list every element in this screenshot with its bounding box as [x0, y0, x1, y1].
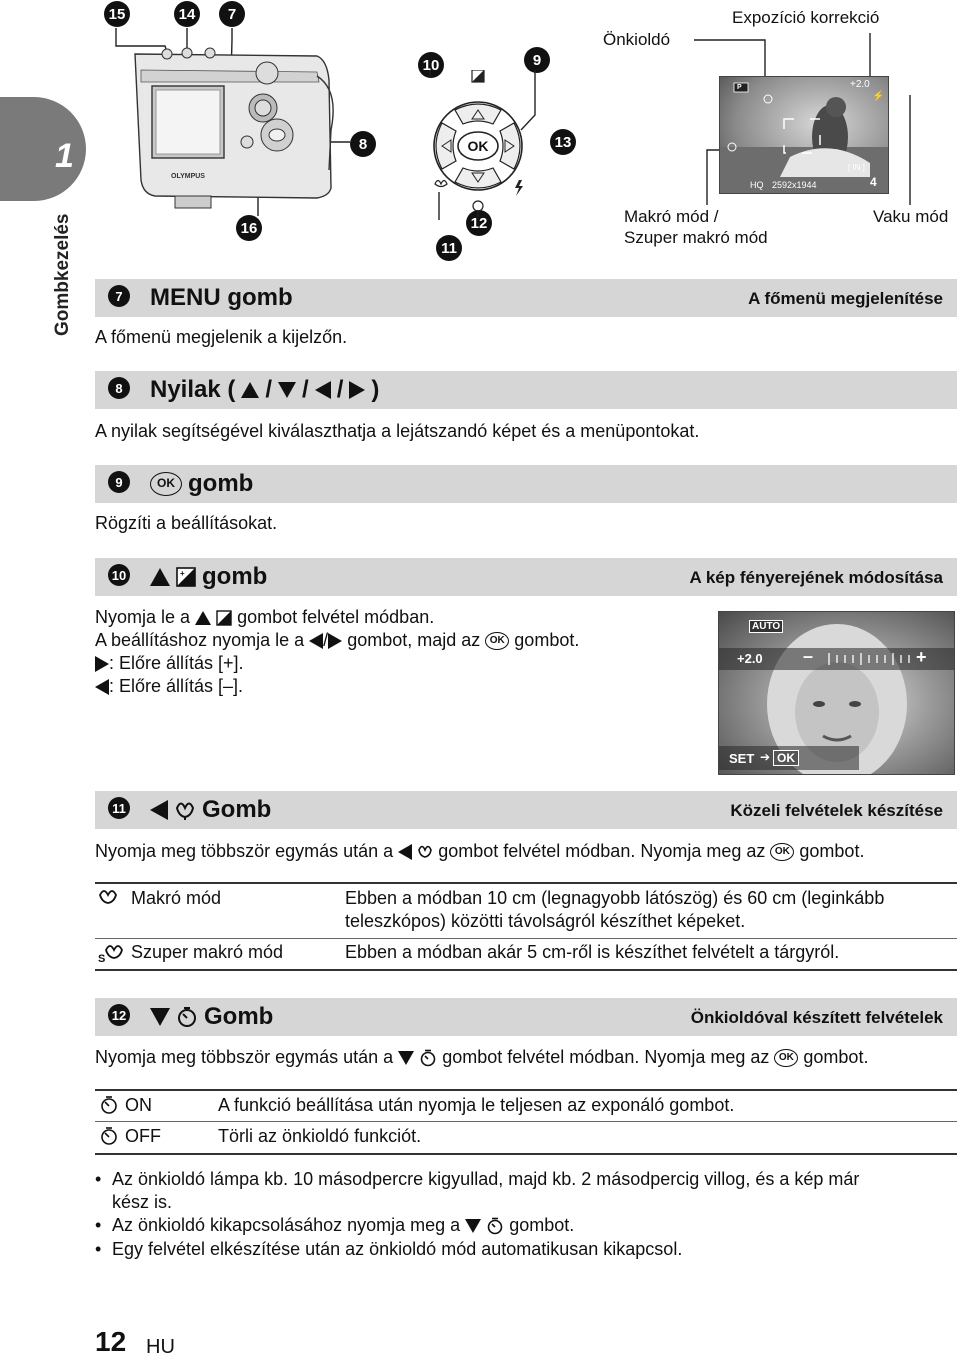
timer-on-icon	[99, 1095, 119, 1115]
section-macro-header	[95, 791, 957, 829]
macro-table-top-rule	[95, 882, 957, 884]
ok-center-label: OK	[467, 138, 489, 154]
arrow-up-icon	[195, 611, 211, 625]
macro-mode-icon	[98, 888, 120, 908]
arrow-down-icon	[398, 1051, 414, 1065]
macro-mode-text-1: Ebben a módban 10 cm (legnagyobb látószög) és 60 cm (leginkább	[345, 888, 885, 908]
self-timer-icon	[419, 1049, 437, 1067]
page-language: HU	[146, 1336, 175, 1358]
timer-bullet-3: • Egy felvétel elkészítése után az önkioldó mód automatikusan kikapcsol.	[95, 1238, 682, 1261]
macro-table-bottom-rule	[95, 969, 957, 971]
macro-icon	[174, 800, 196, 820]
exposure-line-1: Nyomja le a gombot felvétel módban.	[95, 607, 435, 627]
arrow-right-icon	[349, 381, 365, 399]
section-macro-subtitle: Közeli felvételek készítése	[730, 801, 943, 820]
label-vaku: Vaku mód	[873, 207, 949, 226]
arrow-left-icon	[398, 844, 412, 860]
arrow-up-icon	[241, 382, 259, 398]
section-menu-subtitle: A főmenü megjelenítése	[748, 289, 943, 308]
timer-on-label: ON	[125, 1095, 152, 1115]
arrow-up-icon	[150, 568, 170, 586]
section-menu-body: A főmenü megjelenik a kijelzőn.	[95, 327, 348, 347]
arrow-pad-illustration	[425, 70, 555, 220]
super-macro-mode-icon	[98, 942, 124, 964]
section-exposure-subtitle: A kép fényerejének módosítása	[689, 568, 943, 587]
timer-table-bottom-rule	[95, 1153, 957, 1155]
section-arrows-header	[95, 371, 957, 409]
timer-on-text: A funkció beállítása után nyomja le teljesen az exponáló gombot.	[218, 1095, 735, 1115]
exposure-lcd-mode: AUTO	[749, 620, 783, 633]
lcd-mode: P	[737, 84, 742, 91]
section-ok-header	[95, 465, 957, 503]
arrow-left-icon	[150, 800, 168, 820]
timer-table-top-rule	[95, 1089, 957, 1091]
section-exposure-header	[95, 558, 957, 596]
timer-off-text: Törli az önkioldó funkciót.	[218, 1126, 422, 1146]
section-timer-subtitle: Önkioldóval készített felvételek	[690, 1008, 943, 1027]
section-timer-title: Gomb	[150, 1003, 273, 1031]
arrow-down-icon	[465, 1219, 481, 1233]
section-timer-header	[95, 998, 957, 1036]
lcd-quality: HQ	[750, 180, 764, 190]
arrow-left-icon	[309, 633, 323, 649]
callout-11: 11	[436, 235, 462, 261]
arrow-left-icon	[315, 381, 331, 399]
section-menu-header	[95, 279, 957, 317]
self-timer-icon	[176, 1006, 198, 1028]
callout-15: 15	[104, 1, 130, 27]
page-number: 12	[95, 1326, 127, 1357]
ok-icon: OK	[770, 843, 794, 861]
lcd-memory: [ IN ]	[848, 163, 865, 172]
callout-14: 14	[174, 1, 200, 27]
exposure-lcd-ev: +2.0	[737, 651, 763, 666]
exposure-lcd-minus: –	[803, 646, 814, 666]
arrow-right-icon	[328, 633, 342, 649]
lcd-preview	[719, 76, 889, 194]
arrow-down-icon	[150, 1008, 170, 1026]
callout-16: 16	[236, 215, 262, 241]
section-number-9: 9	[108, 471, 130, 493]
timer-off-icon	[99, 1126, 119, 1146]
timer-bullet-2: • Az önkioldó kikapcsolásához nyomja meg a gombot.	[95, 1214, 574, 1237]
section-number-12: 12	[108, 1004, 130, 1026]
section-number-7: 7	[108, 285, 130, 307]
exposure-compensation-icon	[216, 610, 232, 626]
self-timer-icon	[486, 1217, 504, 1235]
callout-9: 9	[524, 47, 550, 73]
callout-13: 13	[550, 129, 576, 155]
macro-table-mid-rule	[95, 938, 957, 939]
section-arrows-title: Nyilak ( / / / )	[150, 376, 380, 403]
section-number-11: 11	[108, 797, 130, 819]
macro-icon	[417, 844, 433, 860]
svg-text:S: S	[98, 953, 106, 964]
exposure-compensation-icon	[176, 567, 196, 587]
lcd-resolution: 2592x1944	[772, 180, 817, 190]
callout-10: 10	[418, 52, 444, 78]
camera-back-illustration	[95, 20, 355, 220]
exposure-lcd-ok: OK	[773, 750, 799, 766]
camera-brand: OLYMPUS	[171, 173, 205, 180]
svg-text:+: +	[180, 569, 185, 578]
timer-bullet-1: • Az önkioldó lámpa kb. 10 másodpercre kigyullad, majd kb. 2 másodpercig villog, és a kép már kész is.	[95, 1168, 859, 1214]
lcd-shot-count: 4	[870, 175, 877, 189]
section-menu-title: MENU gomb	[150, 284, 293, 311]
section-number-10: 10	[108, 564, 130, 586]
section-ok-body: Rögzíti a beállításokat.	[95, 513, 278, 533]
chapter-number: 1	[55, 137, 74, 175]
arrow-right-icon	[95, 656, 109, 672]
section-ok-title: OK gomb	[150, 470, 253, 498]
exposure-lcd-set: SET	[729, 751, 755, 766]
macro-mode-label: Makró mód	[131, 888, 222, 908]
exposure-lcd-plus: +	[916, 647, 927, 667]
lcd-flash-icon: ⚡	[872, 91, 885, 102]
section-timer-body: Nyomja meg többször egymás után a gombot felvétel módban. Nyomja meg az OK gombot.	[95, 1047, 869, 1067]
callout-12: 12	[466, 210, 492, 236]
callout-8: 8	[350, 131, 376, 157]
exposure-lcd-screen	[718, 611, 955, 775]
section-arrows-body: A nyilak segítségével kiválaszthatja a lejátszandó képet és a menüpontokat.	[95, 421, 700, 441]
chapter-tab	[0, 97, 86, 201]
callout-7: 7	[219, 1, 245, 27]
label-szuper-makro: Szuper makró mód	[624, 228, 768, 247]
exposure-line-4: : Előre állítás [–].	[95, 675, 243, 698]
lcd-ev-value: +2.0	[850, 79, 870, 90]
section-exposure-title: + gomb	[150, 563, 267, 591]
super-macro-mode-text: Ebben a módban akár 5 cm-ről is készíthet felvételt a tárgyról.	[345, 942, 840, 962]
ok-icon: OK	[774, 1049, 798, 1067]
section-number-8: 8	[108, 377, 130, 399]
label-makro: Makró mód /	[624, 207, 719, 226]
exposure-lcd-arrow-icon: ➔	[760, 750, 771, 764]
label-onkioldo: Önkioldó	[603, 30, 671, 49]
macro-mode-text-2: teleszkópos) közötti távolságról készíthet képeket.	[345, 911, 746, 931]
timer-table-mid-rule	[95, 1121, 957, 1122]
label-expozicio: Expozíció korrekció	[732, 8, 880, 27]
exposure-line-2: A beállításhoz nyomja le a / gombot, majd az OK gombot.	[95, 630, 580, 650]
arrow-left-icon	[95, 679, 109, 695]
super-macro-mode-label: Szuper makró mód	[131, 942, 284, 962]
arrow-down-icon	[278, 382, 296, 398]
timer-off-label: OFF	[125, 1126, 161, 1146]
exposure-line-3: : Előre állítás [+].	[95, 652, 244, 675]
ok-icon: OK	[150, 472, 182, 496]
ok-icon: OK	[485, 632, 509, 650]
chapter-label: Gombkezelés	[52, 213, 73, 336]
section-macro-body: Nyomja meg többször egymás után a gombot felvétel módban. Nyomja meg az OK gombot.	[95, 841, 865, 861]
section-macro-title: Gomb	[150, 796, 271, 824]
